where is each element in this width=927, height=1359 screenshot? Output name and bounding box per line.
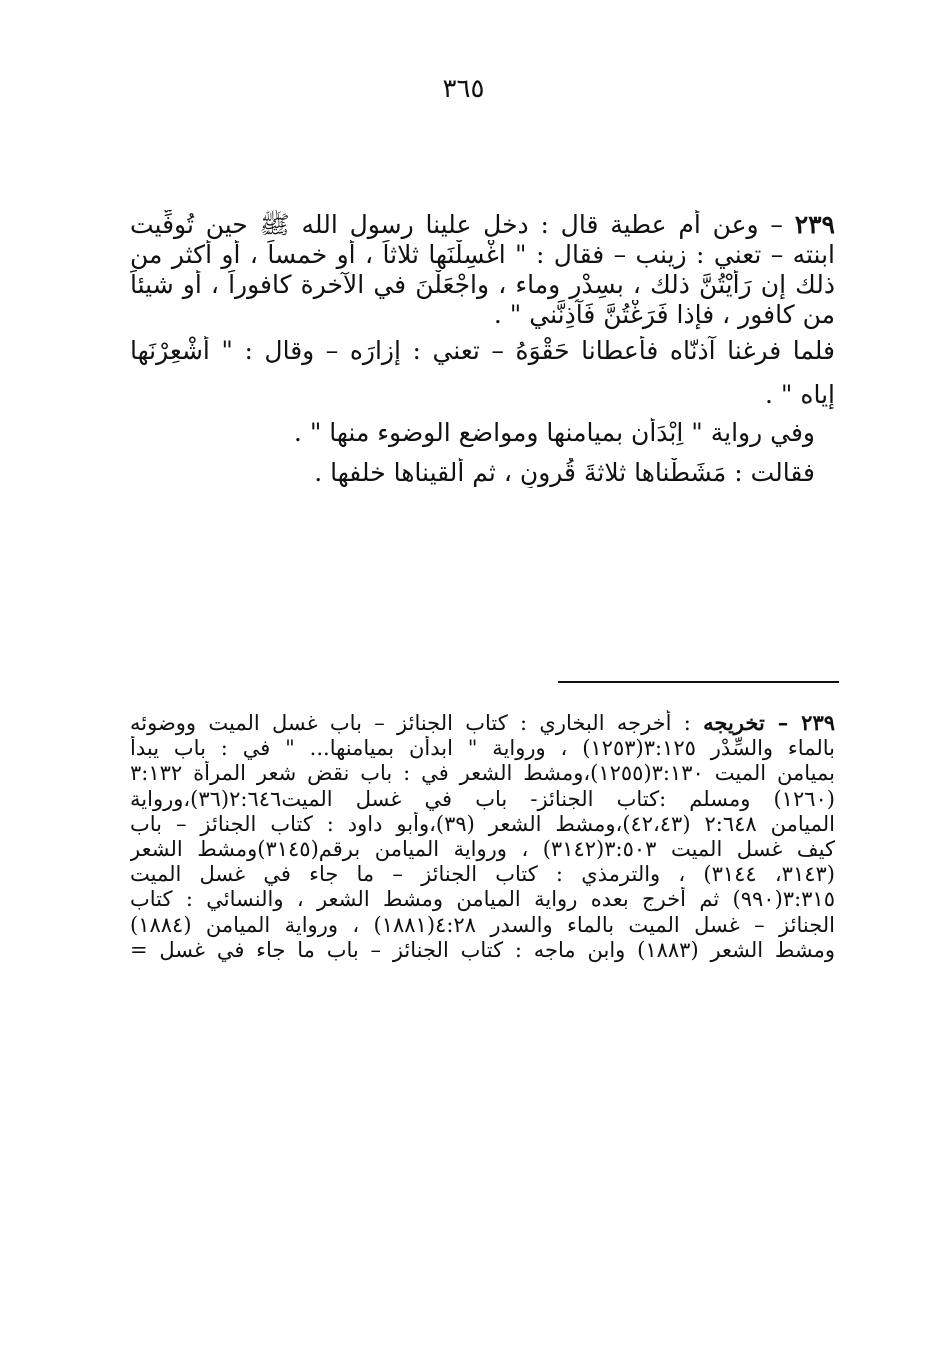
footnote-number: ٢٣٩ xyxy=(801,710,835,735)
hadith-line: ذلك إن رَأيْتُنَّ ذلك ، بسِدْرٍ وماء ، واجْعَلْنَ في الآخرة كافوراً ، أو شيئاً xyxy=(130,270,835,299)
page-number: ٣٦٥ xyxy=(442,74,485,104)
hadith-line: إياه " . xyxy=(765,380,835,409)
hadith-line: فلما فرغنا آذنّاه فأعطانا حَقْوَهُ – تعني : إزارَه – وقال : " أشْعِرْنَها xyxy=(130,336,835,365)
hadith-line xyxy=(130,210,835,240)
footnote-line: ٣:٣١٥(٩٩٠) ثم أخرج بعده رواية الميامن ومشط الشعر ، والنسائي : كتاب xyxy=(130,887,835,912)
footnote-line: ٢٣٩ – تخريجه : أخرجه البخاري : كتاب الجنائز – باب غسل الميت ووضوئه xyxy=(130,710,835,735)
footnote-line: (١٢٦٠) ومسلم :كتاب الجنائز- باب في غسل الميت٢:٦٤٦(٣٦)،ورواية xyxy=(130,786,835,811)
hadith-line-text: – وعن أم عطية قال : دخل علينا رسول الله ﷺ حين تُوفِّيت xyxy=(130,210,795,239)
footnote-line: بالماء والسِّدْر ٣:١٢٥(١٢٥٣) ، ورواية " ابدأن بميامنها... " في : باب يبدأ xyxy=(130,736,835,761)
footnote-line: بميامن الميت ٣:١٣٠(١٢٥٥)،ومشط الشعر في : باب نقض شعر المرأة ٣:١٣٢ xyxy=(130,761,835,786)
footnote-divider xyxy=(558,681,839,683)
hadith-number: ٢٣٩ xyxy=(794,210,835,239)
footnote-line: (٣١٤٣، ٣١٤٤) ، والترمذي : كتاب الجنائز – ما جاء في غسل الميت xyxy=(130,862,835,887)
hadith-line: من كافور ، فإذا فَرَغْتُنَّ فَآذِنَّني " . xyxy=(493,300,835,329)
footnote-text xyxy=(130,710,835,963)
hadith-line: ابنته – تعني : زينب – فقال : " اغْسِلْنَها ثلاثاً ، أو خمساً ، أو أكثر من xyxy=(130,240,835,269)
hadith-line: وفي رواية " اِبْدَأْن بميامنها ومواضع الوضوء منها " . xyxy=(293,418,815,447)
footnote-label: تخريجه xyxy=(703,710,765,735)
hadith-text xyxy=(130,210,835,488)
footnote-line: ومشط الشعر (١٨٨٣) وابن ماجه : كتاب الجنائز – باب ما جاء في غسل = xyxy=(130,937,835,962)
hadith-line: فقالت : مَشَطْناها ثلاثةَ قُرونٍ ، ثم ألقيناها خلفها . xyxy=(314,458,815,487)
footnote-line: الجنائز – غسل الميت بالماء والسدر ٤:٢٨(١٨٨١) ، ورواية الميامن (١٨٨٤) xyxy=(130,912,835,937)
footnote-line-text: : أخرجه البخاري : كتاب الجنائز – باب غسل الميت ووضوئه xyxy=(130,711,704,735)
footnote-line: الميامن ٢:٦٤٨ (٤٢،٤٣)،ومشط الشعر (٣٩)،وأبو داود : كتاب الجنائز – باب xyxy=(130,811,835,836)
footnote-line: كيف غسل الميت ٣:٥٠٣(٣١٤٢) ، ورواية الميامن برقم(٣١٤٥)ومشط الشعر xyxy=(130,836,835,861)
